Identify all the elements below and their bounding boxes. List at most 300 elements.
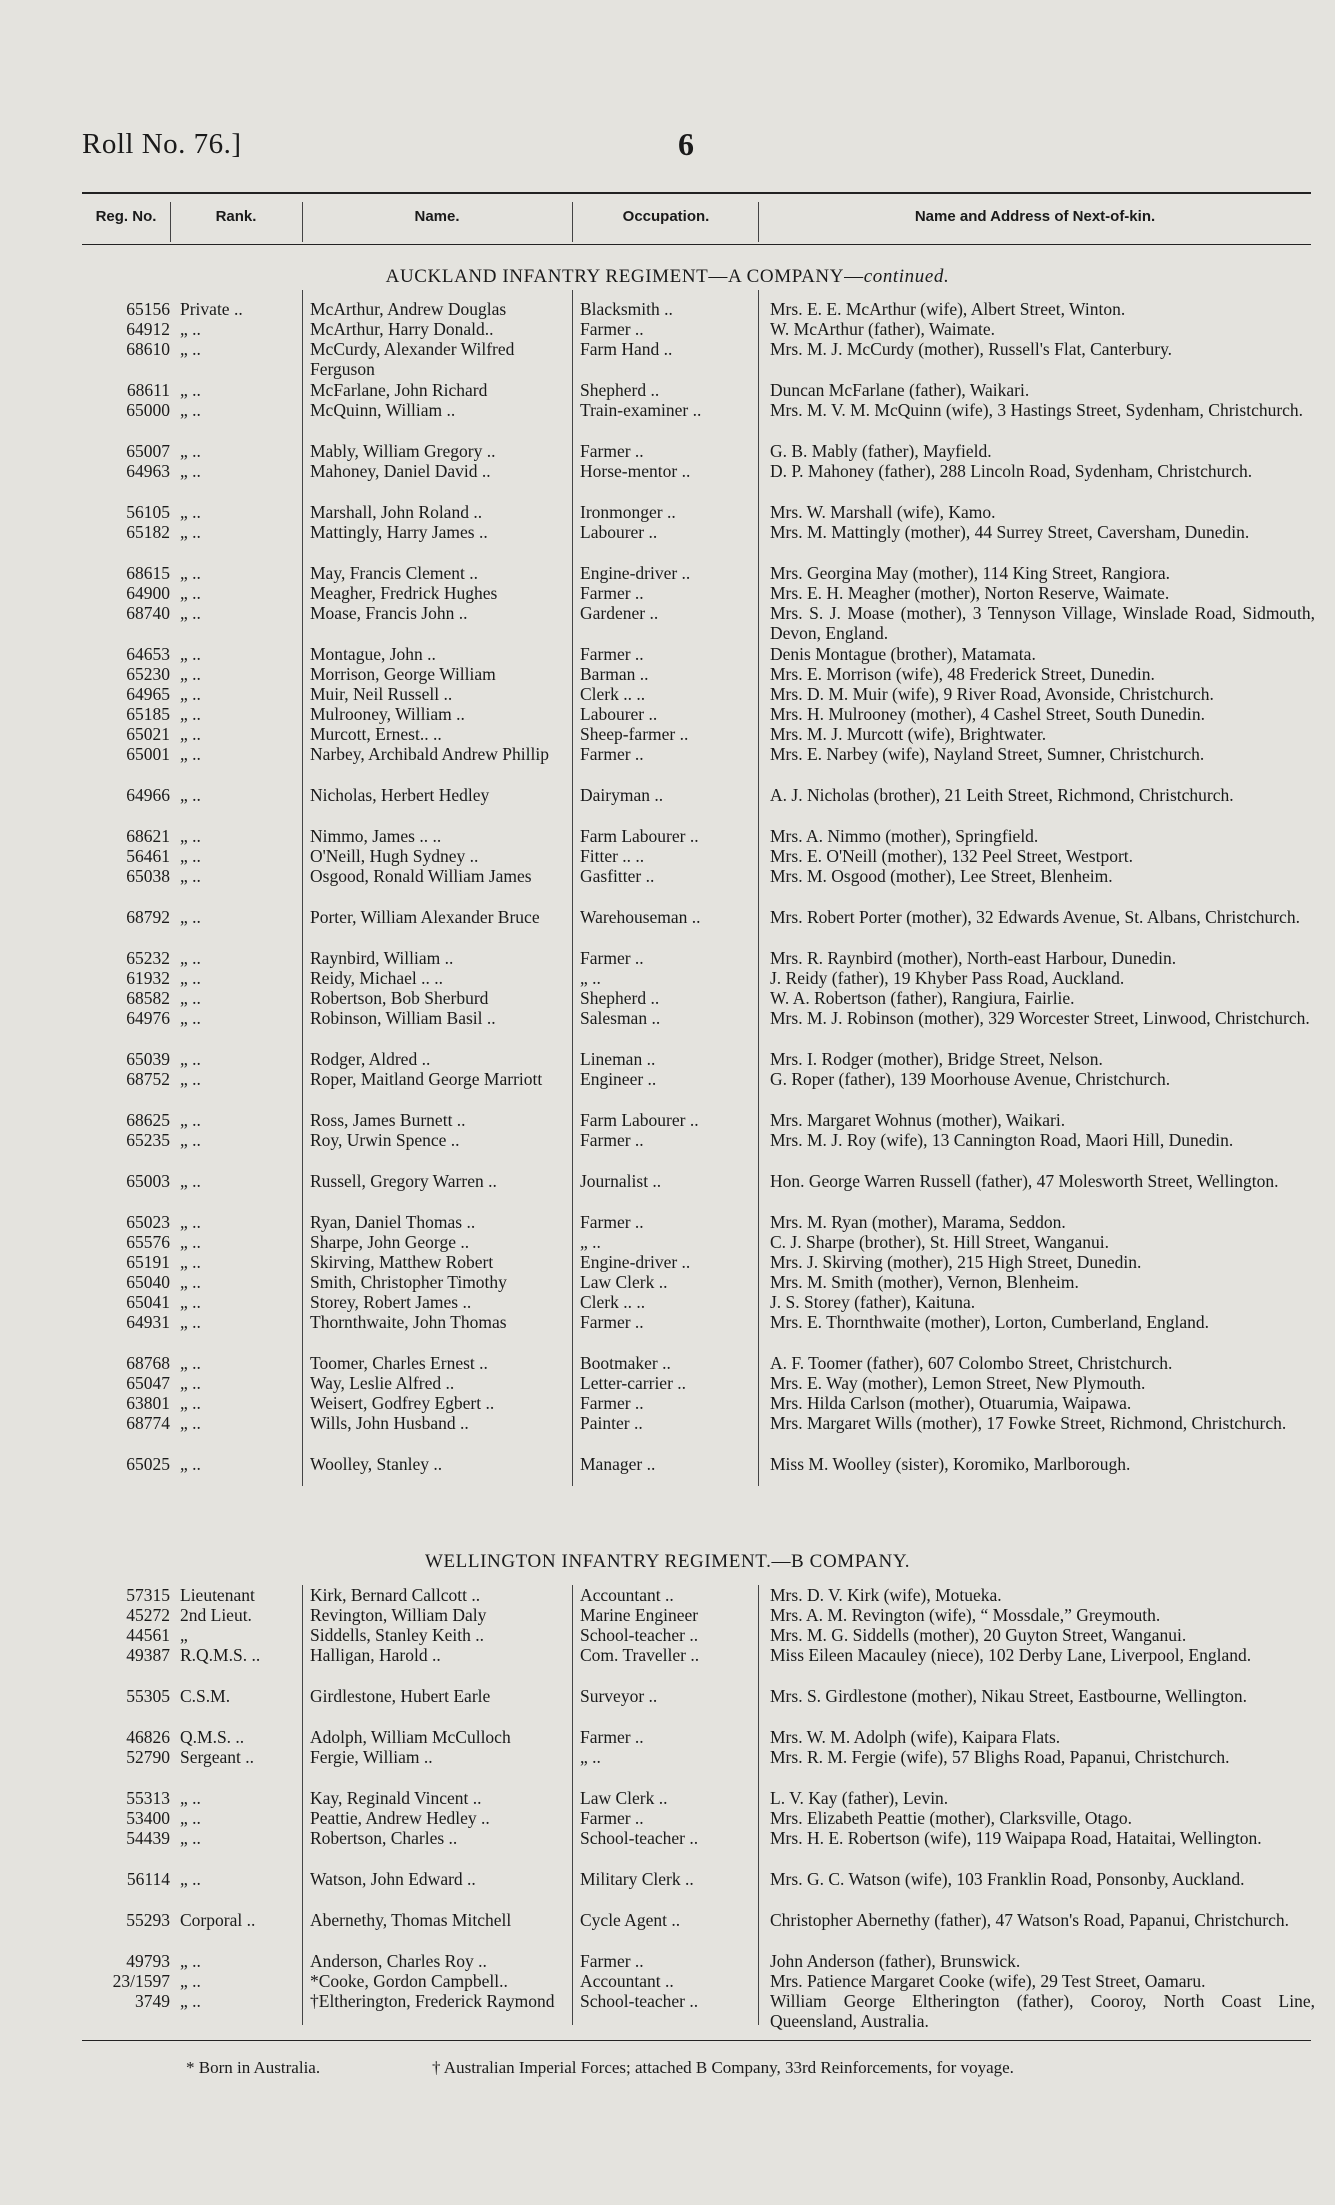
next-of-kin: C. J. Sharpe (brother), St. Hill Street, Wanganui. [770, 1232, 1109, 1252]
soldier-name: Nimmo, James .. .. [310, 826, 442, 846]
occupation: Manager .. [580, 1454, 656, 1474]
occupation: Farmer .. [580, 1808, 644, 1828]
occupation: Letter-carrier .. [580, 1373, 687, 1393]
rank: „ .. [180, 1413, 201, 1433]
rank: „ .. [180, 644, 201, 664]
reg-number: 68740 [126, 603, 170, 623]
next-of-kin: Duncan McFarlane (father), Waikari. [770, 380, 1030, 400]
occupation: Farmer .. [580, 1393, 644, 1413]
occupation: Clerk .. .. [580, 1292, 646, 1312]
reg-number: 65232 [126, 948, 170, 968]
next-of-kin: John Anderson (father), Brunswick. [770, 1951, 1021, 1971]
occupation: Lineman .. [580, 1049, 656, 1069]
occupation: Accountant .. [580, 1971, 674, 1991]
soldier-name: Storey, Robert James .. [310, 1292, 472, 1312]
occupation: Farmer .. [580, 744, 644, 764]
next-of-kin: Mrs. M. Osgood (mother), Lee Street, Blenheim. [770, 866, 1113, 886]
next-of-kin: Mrs. E. H. Meagher (mother), Norton Reserve, Waimate. [770, 583, 1170, 603]
reg-number: 55313 [126, 1788, 170, 1808]
reg-number: 49387 [126, 1645, 170, 1665]
soldier-name: Thornthwaite, John Thomas [310, 1312, 507, 1332]
next-of-kin: Mrs. Margaret Wohnus (mother), Waikari. [770, 1110, 1066, 1130]
soldier-name: McQuinn, William .. [310, 400, 456, 420]
occupation: Farmer .. [580, 1212, 644, 1232]
soldier-name: May, Francis Clement .. [310, 563, 479, 583]
reg-number: 49793 [126, 1951, 170, 1971]
next-of-kin: Mrs. M. Mattingly (mother), 44 Surrey Street, Caversham, Dunedin. [770, 522, 1250, 542]
next-of-kin: Mrs. D. M. Muir (wife), 9 River Road, Avonside, Christchurch. [770, 684, 1214, 704]
soldier-name: Robinson, William Basil .. [310, 1008, 496, 1028]
soldier-name: Kirk, Bernard Callcott .. [310, 1585, 481, 1605]
rank: „ .. [180, 1212, 201, 1232]
occupation: School-teacher .. [580, 1991, 699, 2011]
rank: „ .. [180, 1232, 201, 1252]
next-of-kin: Mrs. A. Nimmo (mother), Springfield. [770, 826, 1039, 846]
occupation: Train-examiner .. [580, 400, 702, 420]
next-of-kin: Mrs. S. J. Moase (mother), 3 Tennyson Village, Winslade Road, Sidmouth, Devon, England. [770, 603, 1315, 643]
rank: „ .. [180, 684, 201, 704]
rank: „ .. [180, 785, 201, 805]
soldier-name: Morrison, George William [310, 664, 496, 684]
occupation: Accountant .. [580, 1585, 674, 1605]
page-number: 6 [678, 126, 694, 162]
reg-number: 68615 [126, 563, 170, 583]
occupation: Labourer .. [580, 704, 658, 724]
reg-number: 68610 [126, 339, 170, 359]
rank: „ .. [180, 1454, 201, 1474]
reg-number: 68625 [126, 1110, 170, 1130]
soldier-name: Watson, John Edward .. [310, 1869, 476, 1889]
soldier-name: McFarlane, John Richard [310, 380, 488, 400]
reg-number: 65000 [126, 400, 170, 420]
reg-number: 65185 [126, 704, 170, 724]
reg-number: 61932 [126, 968, 170, 988]
rank: „ .. [180, 846, 201, 866]
reg-number: 65025 [126, 1454, 170, 1474]
reg-number: 54439 [126, 1828, 170, 1848]
occupation: Engine-driver .. [580, 563, 691, 583]
next-of-kin: Mrs. A. M. Revington (wife), “ Mossdale,” Greymouth. [770, 1605, 1161, 1625]
soldier-name: Murcott, Ernest.. .. [310, 724, 442, 744]
next-of-kin: Mrs. J. Skirving (mother), 215 High Street, Dunedin. [770, 1252, 1142, 1272]
soldier-name: Smith, Christopher Timothy [310, 1272, 507, 1292]
reg-number: 56461 [126, 846, 170, 866]
rank: „ .. [180, 664, 201, 684]
next-of-kin: Mrs. M. J. Robinson (mother), 329 Worcester Street, Linwood, Christchurch. [770, 1008, 1310, 1028]
reg-number: 46826 [126, 1727, 170, 1747]
next-of-kin: Mrs. Elizabeth Peattie (mother), Clarksville, Otago. [770, 1808, 1133, 1828]
reg-number: 64963 [126, 461, 170, 481]
next-of-kin: Mrs. R. Raynbird (mother), North-east Harbour, Dunedin. [770, 948, 1177, 968]
column-header-name: Name. [414, 208, 460, 225]
occupation: School-teacher .. [580, 1828, 699, 1848]
rank: „ .. [180, 744, 201, 764]
rank: „ .. [180, 1130, 201, 1150]
next-of-kin: Mrs. M. J. McCurdy (mother), Russell's Flat, Canterbury. [770, 339, 1173, 359]
soldier-name: Muir, Neil Russell .. [310, 684, 453, 704]
soldier-name: Marshall, John Roland .. [310, 502, 483, 522]
rank: Q.M.S. .. [180, 1727, 245, 1747]
rank: „ .. [180, 1808, 201, 1828]
soldier-name: Mahoney, Daniel David .. [310, 461, 491, 481]
occupation: Bootmaker .. [580, 1353, 671, 1373]
soldier-name: Robertson, Charles .. [310, 1828, 458, 1848]
rank: „ .. [180, 380, 201, 400]
rank: „ .. [180, 724, 201, 744]
rank: „ .. [180, 907, 201, 927]
rank: „ .. [180, 1272, 201, 1292]
next-of-kin: Mrs. E. Morrison (wife), 48 Frederick Street, Dunedin. [770, 664, 1155, 684]
occupation: Engine-driver .. [580, 1252, 691, 1272]
rank: „ .. [180, 1373, 201, 1393]
reg-number: 68582 [126, 988, 170, 1008]
section-heading-wellington: WELLINGTON INFANTRY REGIMENT.—B COMPANY. [424, 1551, 911, 1572]
reg-number: 65191 [126, 1252, 170, 1272]
next-of-kin: Mrs. I. Rodger (mother), Bridge Street, Nelson. [770, 1049, 1103, 1069]
rank: „ .. [180, 1049, 201, 1069]
next-of-kin: Hon. George Warren Russell (father), 47 Molesworth Street, Wellington. [770, 1171, 1279, 1191]
reg-number: 44561 [126, 1625, 170, 1645]
occupation: Farmer .. [580, 1951, 644, 1971]
occupation: Warehouseman .. [580, 907, 701, 927]
soldier-name: Skirving, Matthew Robert [310, 1252, 494, 1272]
reg-number: 65003 [126, 1171, 170, 1191]
occupation: Journalist .. [580, 1171, 662, 1191]
rank: „ .. [180, 1069, 201, 1089]
reg-number: 65041 [126, 1292, 170, 1312]
occupation: Sheep-farmer .. [580, 724, 689, 744]
column-divider [302, 1585, 303, 2025]
occupation: Blacksmith .. [580, 299, 673, 319]
next-of-kin: G. B. Mably (father), Mayfield. [770, 441, 992, 461]
footnote-australian-forces: † Australian Imperial Forces; attached B Company, 33rd Reinforcements, for voyage. [432, 2058, 1014, 2077]
next-of-kin: Mrs. W. Marshall (wife), Kamo. [770, 502, 996, 522]
reg-number: 68774 [126, 1413, 170, 1433]
reg-number: 68611 [126, 380, 170, 400]
occupation: Shepherd .. [580, 988, 660, 1008]
soldier-name: Nicholas, Herbert Hedley [310, 785, 490, 805]
next-of-kin: W. McArthur (father), Waimate. [770, 319, 996, 339]
reg-number: 55293 [126, 1910, 170, 1930]
next-of-kin: J. S. Storey (father), Kaituna. [770, 1292, 976, 1312]
reg-number: 64653 [126, 644, 170, 664]
reg-number: 65182 [126, 522, 170, 542]
rank: „ .. [180, 400, 201, 420]
occupation: Marine Engineer [580, 1605, 699, 1625]
next-of-kin: Mrs. E. Narbey (wife), Nayland Street, Sumner, Christchurch. [770, 744, 1205, 764]
rank: „ .. [180, 1869, 201, 1889]
rank: „ .. [180, 948, 201, 968]
reg-number: 65001 [126, 744, 170, 764]
next-of-kin: Mrs. E. O'Neill (mother), 132 Peel Street, Westport. [770, 846, 1134, 866]
next-of-kin: Denis Montague (brother), Matamata. [770, 644, 1036, 664]
column-header-occupation: Occupation. [622, 208, 710, 225]
next-of-kin: Mrs. Georgina May (mother), 114 King Street, Rangiora. [770, 563, 1170, 583]
next-of-kin: Miss M. Woolley (sister), Koromiko, Marlborough. [770, 1454, 1131, 1474]
column-divider [758, 290, 759, 1486]
reg-number: 23/1597 [112, 1971, 170, 1991]
column-divider [572, 202, 573, 242]
occupation: Painter .. [580, 1413, 643, 1433]
reg-number: 64965 [126, 684, 170, 704]
occupation: Farm Labourer .. [580, 826, 699, 846]
rank: „ .. [180, 1393, 201, 1413]
next-of-kin: Mrs. S. Girdlestone (mother), Nikau Street, Eastbourne, Wellington. [770, 1686, 1248, 1706]
soldier-name: †Eltherington, Frederick Raymond [310, 1991, 555, 2011]
next-of-kin: Mrs. M. J. Murcott (wife), Brightwater. [770, 724, 1047, 744]
soldier-name: Woolley, Stanley .. [310, 1454, 443, 1474]
reg-number: 57315 [126, 1585, 170, 1605]
reg-number: 45272 [126, 1605, 170, 1625]
soldier-name: Kay, Reginald Vincent .. [310, 1788, 482, 1808]
next-of-kin: A. F. Toomer (father), 607 Colombo Street, Christchurch. [770, 1353, 1173, 1373]
rank: „ .. [180, 1008, 201, 1028]
occupation: Farm Labourer .. [580, 1110, 699, 1130]
soldier-name: Reidy, Michael .. .. [310, 968, 444, 988]
next-of-kin: Mrs. M. G. Siddells (mother), 20 Guyton Street, Wanganui. [770, 1625, 1187, 1645]
occupation: Com. Traveller .. [580, 1645, 700, 1665]
column-header-kin: Name and Address of Next-of-kin. [914, 208, 1156, 225]
rank: „ .. [180, 826, 201, 846]
soldier-name: McCurdy, Alexander Wilfred Ferguson [310, 339, 515, 379]
rank: „ .. [180, 583, 201, 603]
soldier-name: Roy, Urwin Spence .. [310, 1130, 460, 1150]
occupation: Farmer .. [580, 1130, 644, 1150]
column-divider [302, 290, 303, 1486]
rank: „ .. [180, 522, 201, 542]
reg-number: 65021 [126, 724, 170, 744]
soldier-name: Osgood, Ronald William James [310, 866, 532, 886]
next-of-kin: Mrs. E. Way (mother), Lemon Street, New Plymouth. [770, 1373, 1146, 1393]
next-of-kin: Mrs. M. Smith (mother), Vernon, Blenheim. [770, 1272, 1079, 1292]
occupation: School-teacher .. [580, 1625, 699, 1645]
rank: „ .. [180, 461, 201, 481]
rank: „ .. [180, 968, 201, 988]
soldier-name: Mably, William Gregory .. [310, 441, 496, 461]
column-divider [572, 1585, 573, 2025]
rank: „ .. [180, 441, 201, 461]
soldier-name: Weisert, Godfrey Egbert .. [310, 1393, 495, 1413]
next-of-kin: Mrs. R. M. Fergie (wife), 57 Blighs Road, Papanui, Christchurch. [770, 1747, 1230, 1767]
column-divider [758, 1585, 759, 2025]
occupation: Law Clerk .. [580, 1272, 668, 1292]
next-of-kin: Mrs. M. J. Roy (wife), 13 Cannington Road, Maori Hill, Dunedin. [770, 1130, 1234, 1150]
rank: Corporal .. [180, 1910, 256, 1930]
soldier-name: Toomer, Charles Ernest .. [310, 1353, 488, 1373]
column-header-rank: Rank. [215, 208, 257, 225]
soldier-name: Ryan, Daniel Thomas .. [310, 1212, 476, 1232]
occupation: Farmer .. [580, 319, 644, 339]
reg-number: 65230 [126, 664, 170, 684]
soldier-name: Abernethy, Thomas Mitchell [310, 1910, 512, 1930]
reg-number: 65576 [126, 1232, 170, 1252]
next-of-kin: Mrs. G. C. Watson (wife), 103 Franklin Road, Ponsonby, Auckland. [770, 1869, 1245, 1889]
soldier-name: Montague, John .. [310, 644, 436, 664]
rank: Private .. [180, 299, 243, 319]
reg-number: 56105 [126, 502, 170, 522]
soldier-name: Mulrooney, William .. [310, 704, 465, 724]
soldier-name: Siddells, Stanley Keith .. [310, 1625, 485, 1645]
reg-number: 55305 [126, 1686, 170, 1706]
footer-rule [82, 2040, 1311, 2041]
rank: 2nd Lieut. [180, 1605, 252, 1625]
footnote-born-australia: * Born in Australia. [186, 2058, 321, 2077]
roll-number: Roll No. 76.] [82, 128, 242, 160]
soldier-name: Sharpe, John George .. [310, 1232, 470, 1252]
reg-number: 65156 [126, 299, 170, 319]
reg-number: 65007 [126, 441, 170, 461]
rank: „ .. [180, 1788, 201, 1808]
next-of-kin: A. J. Nicholas (brother), 21 Leith Street, Richmond, Christchurch. [770, 785, 1234, 805]
reg-number: 68752 [126, 1069, 170, 1089]
reg-number: 56114 [126, 1869, 170, 1889]
occupation: Engineer .. [580, 1069, 657, 1089]
soldier-name: Raynbird, William .. [310, 948, 454, 968]
reg-number: 65038 [126, 866, 170, 886]
occupation: „ .. [580, 1747, 601, 1767]
rank: Lieutenant [180, 1585, 255, 1605]
reg-number: 64900 [126, 583, 170, 603]
reg-number: 3749 [135, 1991, 170, 2011]
soldier-name: O'Neill, Hugh Sydney .. [310, 846, 479, 866]
occupation: Farmer .. [580, 583, 644, 603]
reg-number: 65039 [126, 1049, 170, 1069]
next-of-kin: William George Eltherington (father), Cooroy, North Coast Line, Queensland, Australia. [770, 1991, 1315, 2031]
soldier-name: Roper, Maitland George Marriott [310, 1069, 543, 1089]
next-of-kin: L. V. Kay (father), Levin. [770, 1788, 949, 1808]
next-of-kin: Mrs. Hilda Carlson (mother), Otuarumia, Waipawa. [770, 1393, 1132, 1413]
soldier-name: Peattie, Andrew Hedley .. [310, 1808, 490, 1828]
occupation: Ironmonger .. [580, 502, 676, 522]
column-divider [758, 202, 759, 242]
rank: „ .. [180, 502, 201, 522]
occupation: Dairyman .. [580, 785, 664, 805]
occupation: Law Clerk .. [580, 1788, 668, 1808]
column-divider [572, 290, 573, 1486]
rank: „ .. [180, 603, 201, 623]
rank: R.Q.M.S. .. [180, 1645, 261, 1665]
occupation: Clerk .. .. [580, 684, 646, 704]
soldier-name: Meagher, Fredrick Hughes [310, 583, 498, 603]
rank: „ .. [180, 1971, 201, 1991]
section-heading-auckland: AUCKLAND INFANTRY REGIMENT—A COMPANY—continued. [385, 266, 950, 287]
occupation: Gasfitter .. [580, 866, 655, 886]
occupation: Farmer .. [580, 441, 644, 461]
next-of-kin: Miss Eileen Macauley (niece), 102 Derby Lane, Liverpool, England. [770, 1645, 1252, 1665]
reg-number: 68621 [126, 826, 170, 846]
soldier-name: Mattingly, Harry James .. [310, 522, 488, 542]
soldier-name: Revington, William Daly [310, 1605, 487, 1625]
soldier-name: Way, Leslie Alfred .. [310, 1373, 455, 1393]
reg-number: 65023 [126, 1212, 170, 1232]
next-of-kin: D. P. Mahoney (father), 288 Lincoln Road, Sydenham, Christchurch. [770, 461, 1253, 481]
occupation: Barman .. [580, 664, 649, 684]
rank: Sergeant .. [180, 1747, 255, 1767]
next-of-kin: W. A. Robertson (father), Rangiura, Fairlie. [770, 988, 1075, 1008]
next-of-kin: Mrs. E. E. McArthur (wife), Albert Street, Winton. [770, 299, 1126, 319]
occupation: Shepherd .. [580, 380, 660, 400]
soldier-name: Wills, John Husband .. [310, 1413, 469, 1433]
rank: C.S.M. [180, 1686, 231, 1706]
rank: „ .. [180, 1110, 201, 1130]
soldier-name: McArthur, Harry Donald.. [310, 319, 494, 339]
rank: „ [180, 1625, 188, 1645]
next-of-kin: Mrs. H. Mulrooney (mother), 4 Cashel Street, South Dunedin. [770, 704, 1206, 724]
soldier-name: Porter, William Alexander Bruce [310, 907, 540, 927]
reg-number: 52790 [126, 1747, 170, 1767]
occupation: „ .. [580, 1232, 601, 1252]
column-divider [302, 202, 303, 242]
column-divider [170, 202, 171, 242]
next-of-kin: Mrs. Margaret Wills (mother), 17 Fowke Street, Richmond, Christchurch. [770, 1413, 1287, 1433]
reg-number: 63801 [126, 1393, 170, 1413]
soldier-name: Anderson, Charles Roy .. [310, 1951, 487, 1971]
soldier-name: Robertson, Bob Sherburd [310, 988, 489, 1008]
soldier-name: Narbey, Archibald Andrew Phillip [310, 744, 549, 764]
soldier-name: Ross, James Burnett .. [310, 1110, 466, 1130]
occupation: Horse-mentor .. [580, 461, 691, 481]
next-of-kin: Mrs. E. Thornthwaite (mother), Lorton, Cumberland, England. [770, 1312, 1210, 1332]
reg-number: 65047 [126, 1373, 170, 1393]
reg-number: 64966 [126, 785, 170, 805]
rank: „ .. [180, 1171, 201, 1191]
soldier-name: Russell, Gregory Warren .. [310, 1171, 497, 1191]
occupation: Cycle Agent .. [580, 1910, 681, 1930]
occupation: Farm Hand .. [580, 339, 673, 359]
rank: „ .. [180, 704, 201, 724]
rank: „ .. [180, 1828, 201, 1848]
occupation: Military Clerk .. [580, 1869, 694, 1889]
next-of-kin: Mrs. H. E. Robertson (wife), 119 Waipapa Road, Hataitai, Wellington. [770, 1828, 1262, 1848]
reg-number: 64976 [126, 1008, 170, 1028]
next-of-kin: Mrs. M. V. M. McQuinn (wife), 3 Hastings Street, Sydenham, Christchurch. [770, 400, 1304, 420]
reg-number: 64912 [126, 319, 170, 339]
reg-number: 68792 [126, 907, 170, 927]
occupation: Fitter .. .. [580, 846, 645, 866]
rank: „ .. [180, 866, 201, 886]
soldier-name: Adolph, William McCulloch [310, 1727, 511, 1747]
header-rule [82, 244, 1311, 245]
reg-number: 68768 [126, 1353, 170, 1373]
soldier-name: *Cooke, Gordon Campbell.. [310, 1971, 508, 1991]
next-of-kin: Mrs. Patience Margaret Cooke (wife), 29 Test Street, Oamaru. [770, 1971, 1206, 1991]
rank: „ .. [180, 1252, 201, 1272]
rank: „ .. [180, 988, 201, 1008]
soldier-name: McArthur, Andrew Douglas [310, 299, 507, 319]
occupation: Farmer .. [580, 1312, 644, 1332]
occupation: Surveyor .. [580, 1686, 658, 1706]
rank: „ .. [180, 1991, 201, 2011]
column-header-reg: Reg. No. [95, 208, 157, 225]
reg-number: 65040 [126, 1272, 170, 1292]
top-rule [82, 192, 1311, 194]
occupation: Gardener .. [580, 603, 659, 623]
next-of-kin: J. Reidy (father), 19 Khyber Pass Road, Auckland. [770, 968, 1125, 988]
soldier-name: Rodger, Aldred .. [310, 1049, 431, 1069]
rank: „ .. [180, 1353, 201, 1373]
reg-number: 65235 [126, 1130, 170, 1150]
next-of-kin: G. Roper (father), 139 Moorhouse Avenue, Christchurch. [770, 1069, 1171, 1089]
occupation: Farmer .. [580, 1727, 644, 1747]
next-of-kin: Mrs. Robert Porter (mother), 32 Edwards Avenue, St. Albans, Christchurch. [770, 907, 1300, 927]
occupation: „ .. [580, 968, 601, 988]
soldier-name: Girdlestone, Hubert Earle [310, 1686, 491, 1706]
soldier-name: Fergie, William .. [310, 1747, 433, 1767]
rank: „ .. [180, 339, 201, 359]
occupation: Farmer .. [580, 644, 644, 664]
next-of-kin: Mrs. W. M. Adolph (wife), Kaipara Flats. [770, 1727, 1061, 1747]
rank: „ .. [180, 1292, 201, 1312]
